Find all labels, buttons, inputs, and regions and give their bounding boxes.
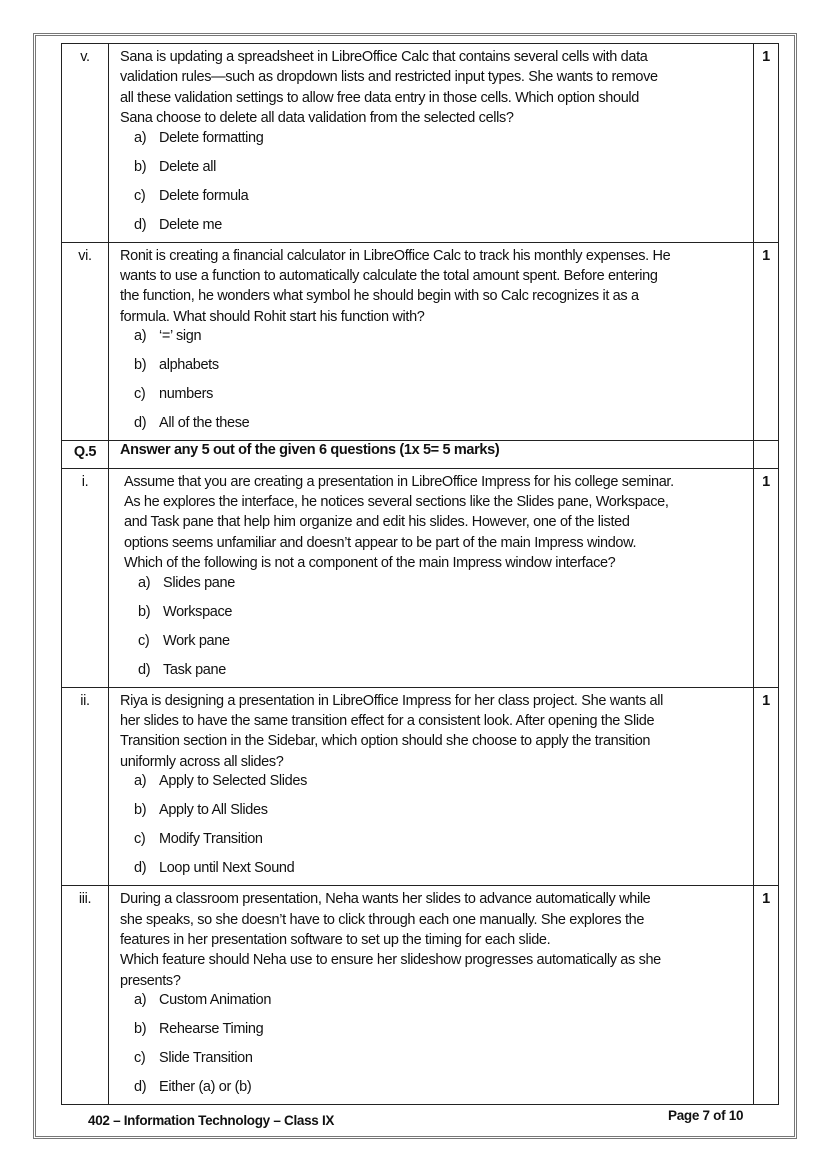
- question-text-line: options seems unfamiliar and doesn’t appear to be part of the main Impress window.: [124, 534, 637, 551]
- option-text: Modify Transition: [159, 831, 263, 848]
- question-number: ii.: [62, 687, 109, 886]
- question-body: [109, 44, 754, 243]
- answer-option: [120, 124, 753, 153]
- option-label: c): [134, 1050, 146, 1067]
- answer-option: [124, 656, 753, 685]
- option-text: Slide Transition: [159, 1050, 253, 1067]
- marks: 1: [754, 468, 779, 687]
- answer-option: [120, 409, 753, 438]
- question-text-line: all these validation settings to allow free data entry in those cells. Which option should: [120, 89, 640, 106]
- option-text: numbers: [159, 386, 213, 403]
- option-text: Task pane: [163, 661, 226, 678]
- option-label: c): [134, 386, 146, 403]
- section-header-row: [62, 441, 779, 468]
- answer-option: [120, 380, 753, 409]
- option-text: Work pane: [163, 632, 230, 649]
- question-text-line: features in her presentation software to set up the timing for each slide.: [120, 931, 551, 948]
- answer-option: [120, 211, 753, 240]
- option-label: d): [134, 860, 147, 877]
- section-number: Q.5: [62, 441, 109, 468]
- answer-option: [120, 1044, 753, 1073]
- question-text-line: formula. What should Rohit start his function with?: [120, 308, 425, 325]
- question-text-line: Which feature should Neha use to ensure her slideshow progresses automatically as she: [120, 952, 661, 969]
- answer-option: [120, 767, 753, 796]
- question-text-line: uniformly across all slides?: [120, 753, 284, 770]
- section-marks-cell: [754, 441, 779, 468]
- option-text: Loop until Next Sound: [159, 860, 295, 877]
- option-text: ‘=’ sign: [159, 328, 202, 345]
- answer-option: [120, 1073, 753, 1102]
- question-text-line: Assume that you are creating a presentation in LibreOffice Impress for his college seminar.: [124, 473, 674, 490]
- question-text-line: and Task pane that help him organize and edit his slides. However, one of the listed: [124, 514, 630, 531]
- question-text-line: wants to use a function to automatically calculate the total amount spent. Before entering: [120, 267, 658, 284]
- option-label: c): [138, 632, 150, 649]
- question-row: [62, 687, 779, 886]
- question-number: i.: [62, 468, 109, 687]
- option-label: a): [138, 574, 151, 591]
- footer-subject: 402 – Information Technology – Class IX: [88, 1113, 335, 1128]
- option-label: a): [134, 129, 147, 146]
- question-row: [62, 886, 779, 1105]
- marks: 1: [754, 886, 779, 1105]
- question-text-line: the function, he wonders what symbol he should begin with so Calc recognizes it as a: [120, 288, 639, 305]
- option-text: Delete all: [159, 158, 216, 175]
- answer-option: [120, 153, 753, 182]
- question-number: vi.: [62, 242, 109, 441]
- question-text-line: presents?: [120, 972, 181, 989]
- question-body: [109, 687, 754, 886]
- answer-option: [120, 1015, 753, 1044]
- question-row: [62, 242, 779, 441]
- option-text: Delete formatting: [159, 129, 264, 146]
- question-text-line: Sana is updating a spreadsheet in LibreOffice Calc that contains several cells with data: [120, 49, 648, 65]
- question-text-line: Which of the following is not a component of the main Impress window interface?: [124, 554, 616, 571]
- answer-option: [120, 796, 753, 825]
- option-label: b): [138, 603, 151, 620]
- option-label: a): [134, 328, 147, 345]
- answer-option: [120, 351, 753, 380]
- question-number: v.: [62, 44, 109, 243]
- option-label: d): [134, 216, 147, 233]
- option-text: Apply to Selected Slides: [159, 773, 307, 790]
- answer-option: [120, 854, 753, 883]
- option-text: Apply to All Slides: [159, 802, 268, 819]
- question-row: [62, 44, 779, 243]
- option-label: d): [138, 661, 151, 678]
- question-text-line: validation rules—such as dropdown lists and restricted input types. She wants to remove: [120, 69, 658, 86]
- option-text: Either (a) or (b): [159, 1079, 252, 1096]
- option-label: b): [134, 158, 147, 175]
- option-label: b): [134, 1021, 147, 1038]
- option-text: alphabets: [159, 357, 219, 374]
- option-text: Delete me: [159, 216, 222, 233]
- question-text-line: Riya is designing a presentation in LibreOffice Impress for her class project. She wants all: [120, 692, 663, 709]
- question-text-line: During a classroom presentation, Neha wants her slides to advance automatically while: [120, 891, 651, 908]
- question-text-line: she speaks, so she doesn’t have to click through each one manually. She explores the: [120, 911, 645, 928]
- option-text: Workspace: [163, 603, 233, 620]
- marks: 1: [754, 687, 779, 886]
- section-instructions: Answer any 5 out of the given 6 questions (1x 5= 5 marks): [109, 441, 754, 468]
- option-label: d): [134, 415, 147, 432]
- option-text: All of the these: [159, 415, 250, 432]
- question-text-line: her slides to have the same transition effect for a consistent look. After opening the Slide: [120, 712, 655, 729]
- question-row: [62, 468, 779, 687]
- question-table: [61, 43, 779, 1105]
- option-text: Rehearse Timing: [159, 1021, 264, 1038]
- question-body: [109, 886, 754, 1105]
- question-text-line: Transition section in the Sidebar, which option should she choose to apply the transition: [120, 733, 651, 750]
- marks: 1: [754, 44, 779, 243]
- answer-option: [120, 986, 753, 1015]
- option-label: c): [134, 831, 146, 848]
- option-text: Custom Animation: [159, 992, 272, 1009]
- answer-option: [120, 182, 753, 211]
- option-label: b): [134, 357, 147, 374]
- option-label: a): [134, 773, 147, 790]
- option-label: b): [134, 802, 147, 819]
- option-text: Delete formula: [159, 187, 249, 204]
- answer-option: [124, 627, 753, 656]
- question-body: [109, 242, 754, 441]
- question-number: iii.: [62, 886, 109, 1105]
- answer-option: [120, 825, 753, 854]
- answer-option: [124, 598, 753, 627]
- option-text: Slides pane: [163, 574, 235, 591]
- question-text-line: Ronit is creating a financial calculator in LibreOffice Calc to track his monthly expenses. He: [120, 247, 671, 264]
- footer-page-number: Page 7 of 10: [668, 1108, 744, 1123]
- question-text-line: As he explores the interface, he notices several sections like the Slides pane, Workspace,: [124, 493, 669, 510]
- option-label: c): [134, 187, 146, 204]
- marks: 1: [754, 242, 779, 441]
- question-text-line: Sana choose to delete all data validation from the selected cells?: [120, 109, 514, 126]
- option-label: d): [134, 1079, 147, 1096]
- question-body: [109, 468, 754, 687]
- option-label: a): [134, 992, 147, 1009]
